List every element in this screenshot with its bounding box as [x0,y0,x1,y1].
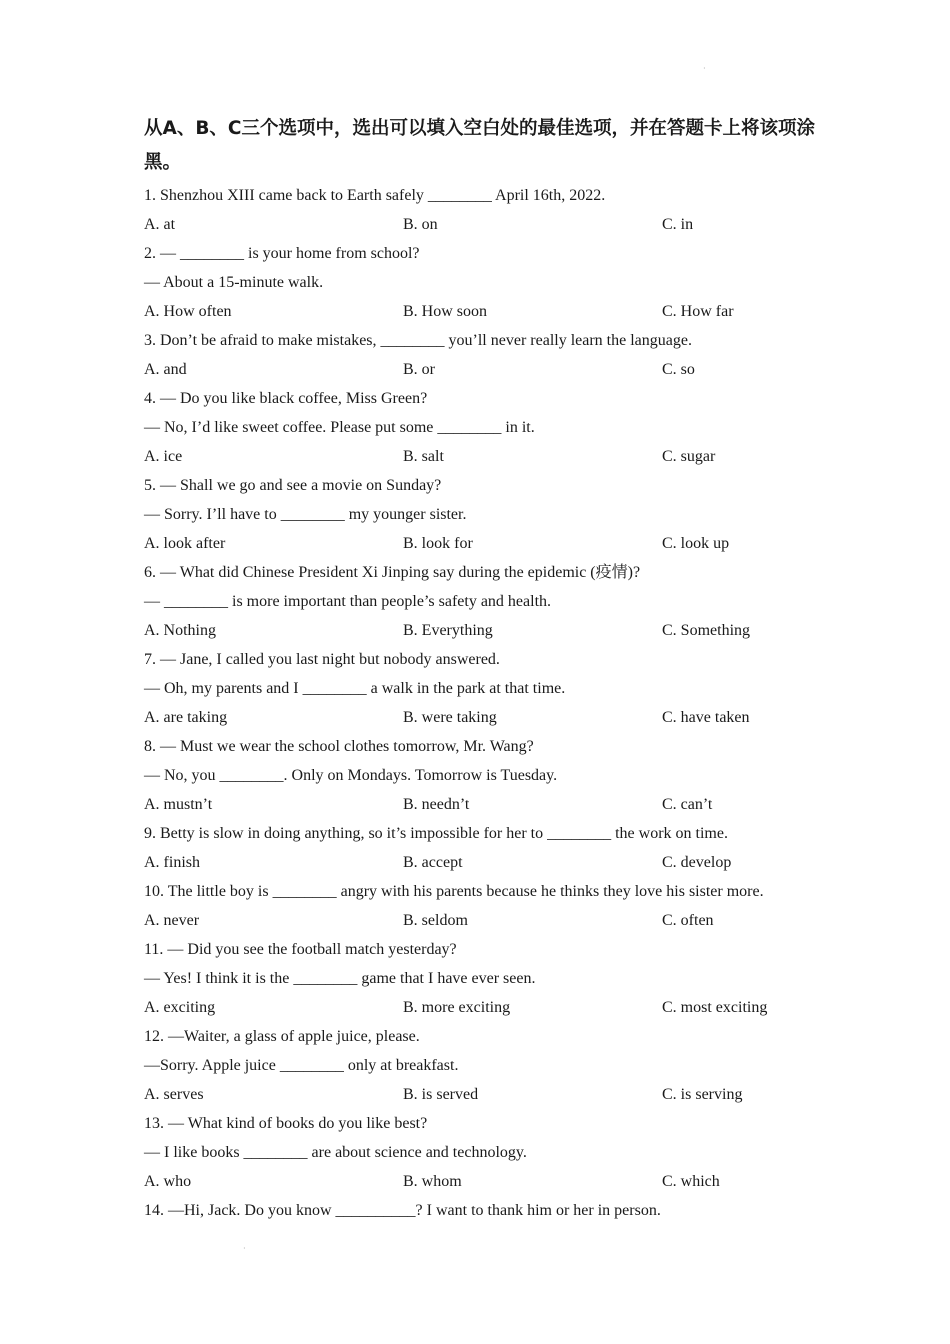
question-stem: 8. — Must we wear the school clothes tomorrow, Mr. Wang? [144,738,534,755]
option-b: B. salt [403,448,444,465]
question-item [144,819,824,877]
option-a: A. who [144,1173,192,1190]
option-a: A. ice [144,448,183,465]
question-item [144,935,824,1022]
answer-options [144,1080,824,1109]
answer-options [144,848,824,877]
option-c: C. develop [662,854,732,871]
answer-options [144,355,824,384]
question-stem: 14. —Hi, Jack. Do you know __________? I want to thank him or her in person. [144,1202,661,1219]
answer-options [144,993,824,1022]
question-item [144,471,824,558]
option-b: B. seldom [403,912,468,929]
answer-options [144,529,824,558]
option-b: B. Everything [403,622,493,639]
option-b: B. on [403,216,438,233]
question-stem: 2. — ________ is your home from school? [144,245,420,262]
option-a: A. look after [144,535,226,552]
option-c: C. which [662,1173,720,1190]
question-item [144,1109,824,1196]
option-a: A. never [144,912,200,929]
option-b: B. whom [403,1173,462,1190]
answer-options [144,906,824,935]
option-b: B. accept [403,854,463,871]
answer-options [144,790,824,819]
option-c: C. look up [662,535,730,552]
answer-options [144,703,824,732]
question-item [144,384,824,471]
option-b: B. were taking [403,709,497,726]
option-c: C. most exciting [662,999,768,1016]
option-a: A. Nothing [144,622,216,639]
question-response: — No, you ________. Only on Mondays. Tomorrow is Tuesday. [144,767,558,784]
question-item [144,1196,824,1225]
section-instruction: 从A、B、C三个选项中，选出可以填入空白处的最佳选项，并在答题卡上将该项涂黑。 [144,118,815,173]
question-response: —Sorry. Apple juice ________ only at breakfast. [144,1057,459,1074]
question-response: — Yes! I think it is the ________ game that I have ever seen. [144,970,536,987]
question-stem: 5. — Shall we go and see a movie on Sunday? [144,477,442,494]
option-a: A. exciting [144,999,216,1016]
option-c: C. How far [662,303,734,320]
option-a: A. are taking [144,709,228,726]
question-stem: 12. —Waiter, a glass of apple juice, please. [144,1028,420,1045]
option-c: C. can’t [662,796,713,813]
question-response: — I like books ________ are about science and technology. [144,1144,527,1161]
question-stem: 1. Shenzhou XIII came back to Earth safely ________ April 16th, 2022. [144,187,606,204]
question-stem: 10. The little boy is ________ angry with his parents because he thinks they love his sister more. [144,883,764,900]
option-c: C. often [662,912,714,929]
option-b: B. or [403,361,435,378]
option-a: A. and [144,361,187,378]
question-item [144,877,824,935]
option-c: C. have taken [662,709,750,726]
question-stem: 13. — What kind of books do you like best? [144,1115,428,1132]
option-c: C. sugar [662,448,716,465]
question-response: — About a 15-minute walk. [144,274,324,291]
answer-options [144,616,824,645]
answer-options [144,1167,824,1196]
question-item [144,1022,824,1109]
option-b: B. look for [403,535,473,552]
answer-options [144,210,824,239]
option-c: C. in [662,216,694,233]
question-item [144,732,824,819]
scan-mark-top: · [703,64,706,73]
question-stem: 6. — What did Chinese President Xi Jinping say during the epidemic (疫情)? [144,564,641,581]
question-stem: 11. — Did you see the football match yesterday? [144,941,457,958]
question-stem: 4. — Do you like black coffee, Miss Green? [144,390,428,407]
scan-mark-bottom: · [243,1244,246,1253]
question-item [144,239,824,326]
option-b: B. is served [403,1086,479,1103]
question-list [144,181,824,1225]
option-a: A. mustn’t [144,796,213,813]
option-b: B. How soon [403,303,488,320]
question-item [144,326,824,384]
option-a: A. finish [144,854,200,871]
question-section [144,112,824,1225]
question-stem: 7. — Jane, I called you last night but nobody answered. [144,651,500,668]
question-response: — Sorry. I’ll have to ________ my younger sister. [144,506,467,523]
option-c: C. is serving [662,1086,743,1103]
option-a: A. How often [144,303,232,320]
question-response: — ________ is more important than people’s safety and health. [144,593,552,610]
question-item [144,181,824,239]
option-c: C. so [662,361,695,378]
option-b: B. needn’t [403,796,470,813]
question-item [144,645,824,732]
option-b: B. more exciting [403,999,511,1016]
question-item [144,558,824,645]
option-a: A. serves [144,1086,204,1103]
question-response: — Oh, my parents and I ________ a walk in the park at that time. [144,680,566,697]
question-stem: 9. Betty is slow in doing anything, so it’s impossible for her to ________ the work on time. [144,825,728,842]
question-response: — No, I’d like sweet coffee. Please put some ________ in it. [144,419,535,436]
question-stem: 3. Don’t be afraid to make mistakes, ________ you’ll never really learn the language. [144,332,692,349]
answer-options [144,442,824,471]
answer-options [144,297,824,326]
option-c: C. Something [662,622,751,639]
option-a: A. at [144,216,176,233]
